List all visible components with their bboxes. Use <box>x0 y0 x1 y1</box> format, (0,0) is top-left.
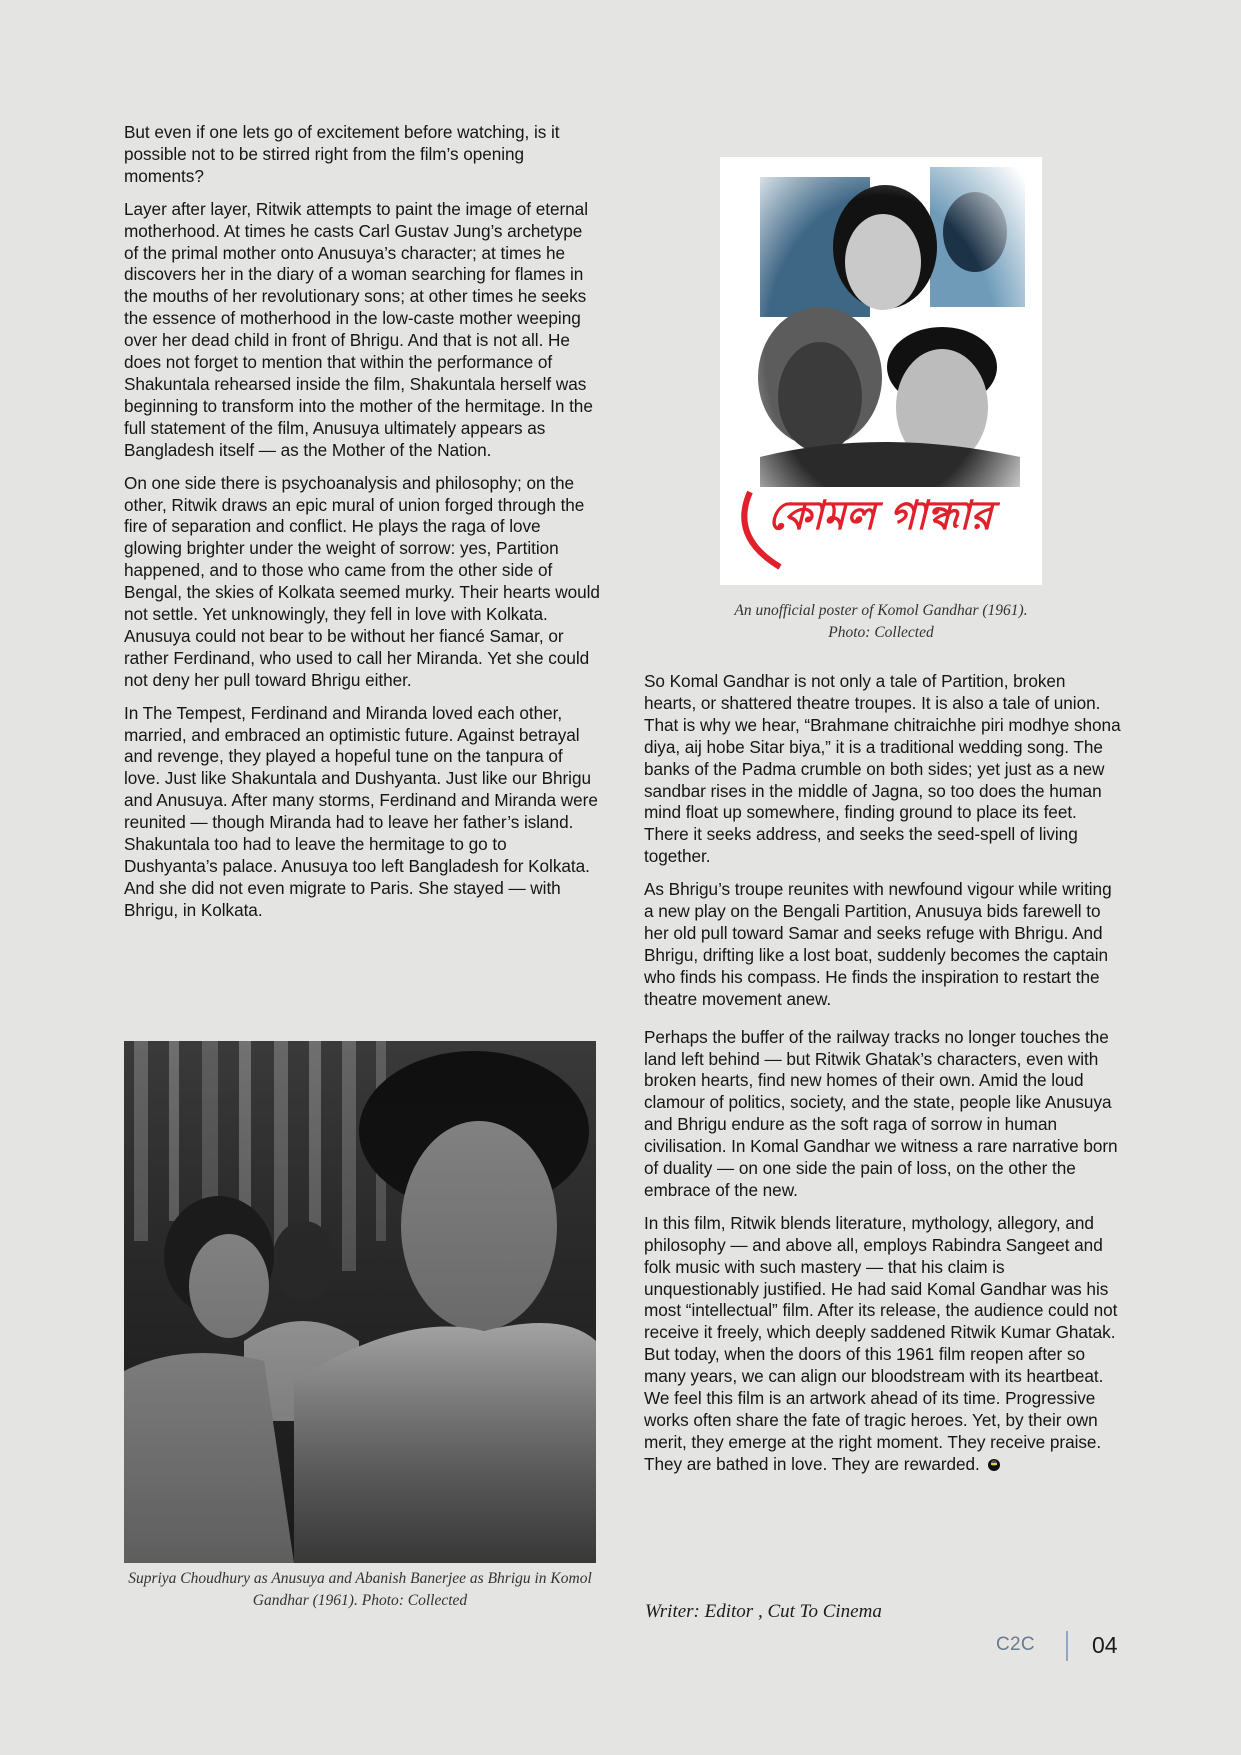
film-still-illustration <box>124 1041 596 1563</box>
footer-divider <box>1066 1631 1068 1661</box>
poster-title: কোমল গান্ধার <box>767 493 993 539</box>
film-still-image <box>124 1041 596 1563</box>
still-caption: Supriya Choudhury as Anusuya and Abanish Banerjee as Bhrigu in Komol Gandhar (1961). Photo: Collected <box>128 1570 592 1609</box>
paragraph: So Komal Gandhar is not only a tale of Partition, broken hearts, or shattered theatre troupes. It is also a tale of union. That is why we hear, “Brahmane chitraichhe piri modhye shona diya, aij hobe Sitar biya,” it is a traditional wedding song. The banks of the Padma crumble on both sides; yet just as a new sandbar rises in the middle of Jagna, so too does the human mind float up somewhere, finding ground to place its feet. There it seeks address, and seeks the seed-spell of living together. <box>644 671 1121 867</box>
poster-caption <box>690 600 1072 644</box>
page-number: 04 <box>1092 1632 1118 1658</box>
poster-image <box>720 157 1042 585</box>
right-column <box>644 671 1122 1487</box>
paragraph: Layer after layer, Ritwik attempts to paint the image of eternal motherhood. At times he casts Carl Gustav Jung’s archetype of the primal mother onto Anusuya’s character; at times he discovers her in the diary of a woman searching for flames in the mouths of her revolutionary sons; at other times he seeks the essence of motherhood in the low-caste mother weeping over her dead child in front of Bhrigu. And that is not all. He does not forget to mention that within the performance of Shakuntala rehearsed inside the film, Shakuntala herself was beginning to transform into the mother of the hermitage. In the full statement of the film, Anusuya ultimately appears as Bangladesh itself — as the Mother of the Nation. <box>124 198 593 460</box>
paragraph: On one side there is psychoanalysis and philosophy; on the other, Ritwik draws an epic mural of union forged through the fire of separation and conflict. He plays the raga of love glowing brighter under the weight of sorrow: yes, Partition happened, and to those who came from the other side of Bengal, the skies of Kolkata seemed murky. Their hearts would not settle. Yet unknowingly, they fell in love with Kolkata. Anusuya could not bear to be without her fiancé Samar, or rather Ferdinand, who used to call her Miranda. Yet she could not deny her pull toward Bhrigu either. <box>124 472 600 690</box>
paragraph: Perhaps the buffer of the railway tracks no longer touches the land left behind — but Ritwik Ghatak’s characters, even with broken hearts, find new homes of their own. Amid the loud clamour of politics, society, and the state, people like Anusuya and Bhrigu endure as the soft raga of sorrow in human civilisation. In Komal Gandhar we witness a rare narrative born of duality — on one side the pain of loss, on the other the embrace of the new. <box>644 1026 1118 1200</box>
byline: Writer: Editor , Cut To Cinema <box>645 1601 882 1622</box>
footer-brand: C2C <box>996 1634 1035 1655</box>
left-column <box>124 122 600 933</box>
paragraph: As Bhrigu’s troupe reunites with newfound vigour while writing a new play on the Bengali Partition, Anusuya bids farewell to her old pull toward Samar and seeks refuge with Bhrigu. And Bhrigu, drifting like a lost boat, suddenly becomes the captain who finds his compass. He finds the inspiration to restart the theatre movement anew. <box>644 879 1112 1009</box>
poster-illustration <box>720 157 1042 585</box>
paragraph: But even if one lets go of excitement before watching, is it possible not to be stirred right from the film’s opening moments? <box>124 122 560 186</box>
poster-caption-line1: An unofficial poster of Komol Gandhar (1961). <box>734 602 1028 619</box>
paragraph: In The Tempest, Ferdinand and Miranda loved each other, married, and embraced an optimistic future. Against betrayal and revenge, they played a hopeful tune on the tanpura of love. Just like Shakuntala and Dushyanta. Just like our Bhrigu and Anusuya. After many storms, Ferdinand and Miranda were reunited — though Miranda had to leave her father’s island. Shakuntala too had to leave the hermitage to go to Dushyanta’s palace. Anusuya too left Bangladesh for Kolkata. And she did not even migrate to Paris. She stayed — with Bhrigu, in Kolkata. <box>124 702 598 920</box>
poster-caption-line2: Photo: Collected <box>828 624 934 641</box>
c2c-endmark-icon <box>988 1459 1000 1471</box>
paragraph-final <box>644 1213 1122 1476</box>
paragraph-text: In this film, Ritwik blends literature, mythology, allegory, and philosophy — and above all, employs Rabindra Sangeet and folk music with such mastery — that his claim is unquestionably justified. He had said Komal Gandhar was his most “intellectual” film. After its release, the audience could not receive it freely, which deeply saddened Ritwik Kumar Ghatak. But today, when the doors of this 1961 film reopen after so many years, we can align our bloodstream with its heartbeat. We feel this film is an artwork ahead of its time. Progressive works often share the fate of tragic heroes. Yet, by their own merit, they emerge at the right moment. They receive praise. They are bathed in love. They are rewarded. <box>644 1212 1118 1474</box>
